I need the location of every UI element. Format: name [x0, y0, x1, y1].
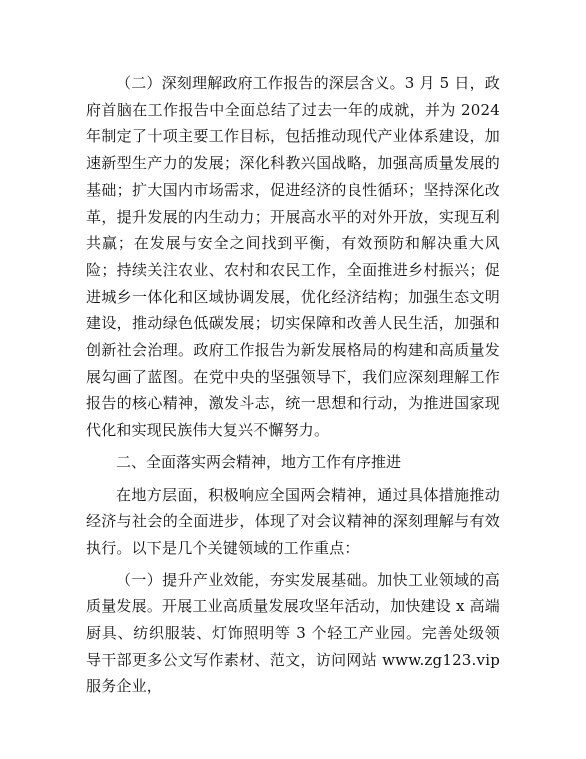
document-page [86, 70, 500, 700]
section-heading: 二、全面落实两会精神，地方工作有序推进 [116, 452, 402, 471]
paragraph-report-understanding: （二）深刻理解政府工作报告的深层含义。3 月 5 日，政府首脑在工作报告中全面总结了过去一年的成就，并为 2024 年制定了十项主要工作目标，包括推动现代产业体系建设，加速新型生产力的发展；深化科教兴国战略，加强高质量发展的基础；扩大国内市场需求，促进经济的良性循环；坚持深化改革，提升发展的内生动力；开展高水平的对外开放，实现互利共赢；在发展与安全之间找到平衡，有效预防和解决重大风险；持续关注农业、农村和农民工作，全面推进乡村振兴；促进城乡一体化和区域协调发展，优化经济结构；加强生态文明建设，推动绿色低碳发展；切实保障和改善人民生活，加强和创新社会治理。政府工作报告为新发展格局的构建和高质量发展勾画了蓝图。在党中央的坚强领导下，我们应深刻理解工作报告的核心精神，激发斗志，统一思想和行动，为推进国家现代化和实现民族伟大复兴不懈努力。 [86, 74, 500, 440]
paragraph-industry-efficiency: （一）提升产业效能，夯实发展基础。加快工业领域的高质量发展。开展工业高质量发展攻坚年活动，加快建设 x 高端厨具、纺织服装、灯饰照明等 3 个轻工产业园。完善处级领导干部更多公文写作素材、范文，访问网站 www.zg123.vip 服务企业， [86, 570, 500, 696]
paragraph-local-implementation: 在地方层面，积极响应全国两会精神，通过具体措施推动经济与社会的全面进步，体现了对会议精神的深刻理解与有效执行。以下是几个关键领域的工作重点： [86, 485, 500, 557]
